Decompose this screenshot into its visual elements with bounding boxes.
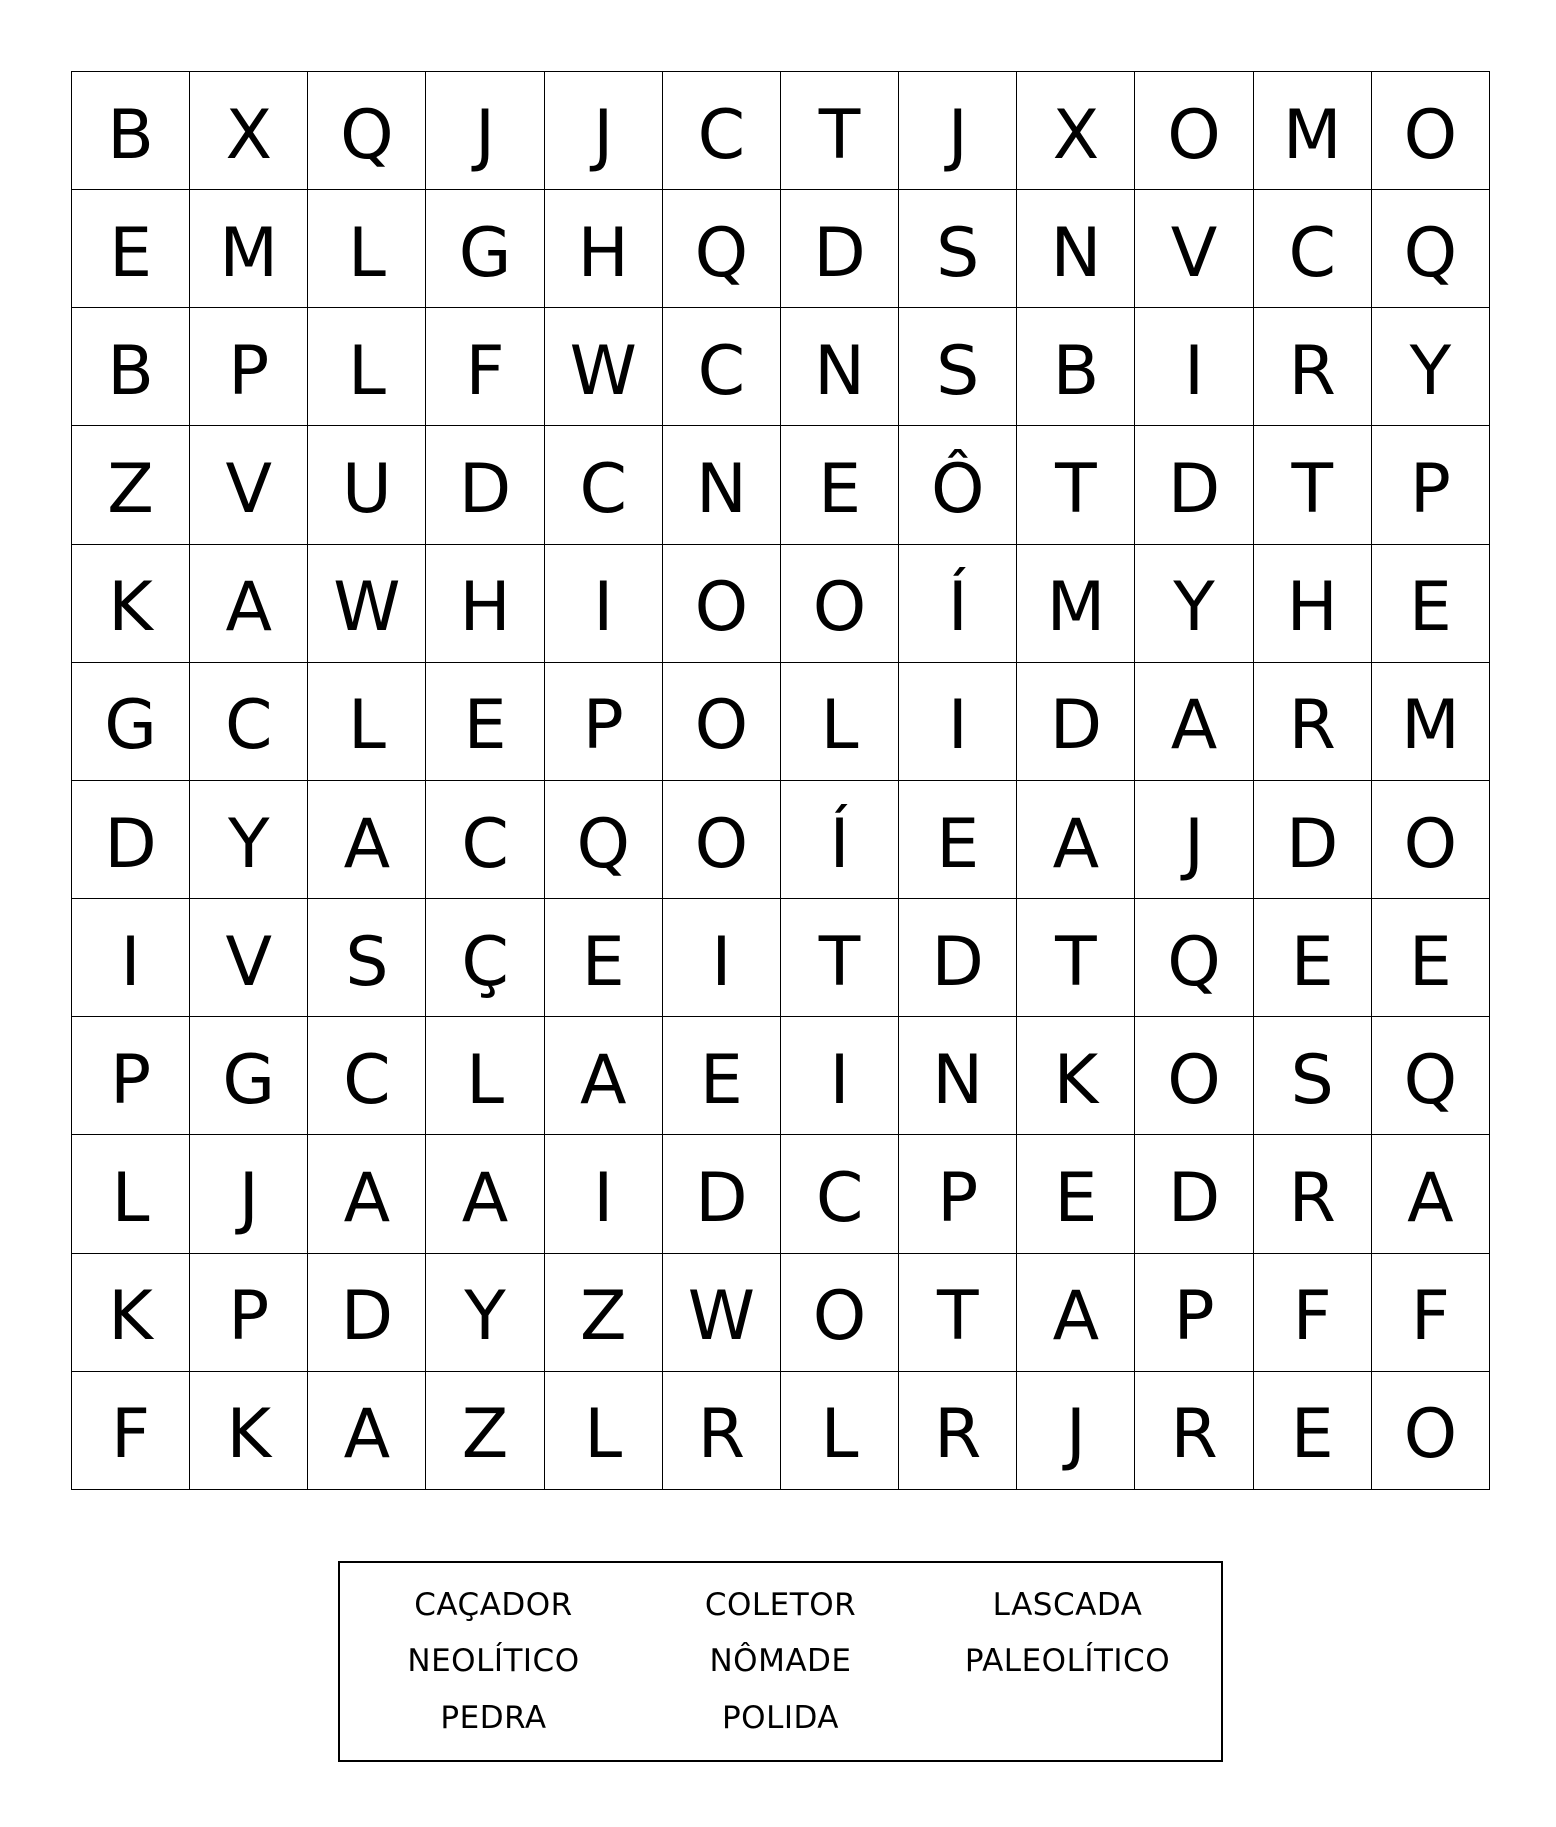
letter-grid (71, 71, 1490, 1490)
grid-cell[interactable]: A (1017, 781, 1135, 899)
grid-cell[interactable]: E (545, 899, 663, 1017)
grid-cell[interactable]: R (1254, 308, 1372, 426)
grid-cell[interactable]: S (308, 899, 426, 1017)
grid-cell[interactable]: F (1372, 1254, 1490, 1372)
grid-cell[interactable]: Y (1372, 308, 1490, 426)
grid-cell[interactable]: U (308, 426, 426, 544)
grid-cell[interactable]: D (781, 190, 899, 308)
grid-cell[interactable]: D (308, 1254, 426, 1372)
grid-cell[interactable]: D (1017, 663, 1135, 781)
grid-cell[interactable]: L (426, 1017, 544, 1135)
grid-cell[interactable]: I (545, 545, 663, 663)
grid-cell[interactable]: C (663, 308, 781, 426)
grid-cell[interactable]: T (1017, 899, 1135, 1017)
grid-cell[interactable]: P (190, 1254, 308, 1372)
grid-cell[interactable]: E (663, 1017, 781, 1135)
grid-cell[interactable]: D (1135, 426, 1253, 544)
grid-cell[interactable]: T (781, 899, 899, 1017)
grid-cell[interactable]: P (72, 1017, 190, 1135)
grid-cell[interactable]: D (899, 899, 1017, 1017)
grid-cell[interactable]: T (899, 1254, 1017, 1372)
grid-cell[interactable]: V (190, 899, 308, 1017)
grid-cell[interactable]: N (781, 308, 899, 426)
grid-cell[interactable]: F (426, 308, 544, 426)
grid-cell[interactable]: K (72, 545, 190, 663)
grid-cell[interactable]: P (190, 308, 308, 426)
grid-cell[interactable]: A (545, 1017, 663, 1135)
grid-cell[interactable]: Q (1372, 1017, 1490, 1135)
grid-cell[interactable]: L (72, 1135, 190, 1253)
grid-cell[interactable]: L (781, 1372, 899, 1490)
grid-cell[interactable]: Ç (426, 899, 544, 1017)
grid-cell[interactable]: K (72, 1254, 190, 1372)
grid-cell[interactable]: G (72, 663, 190, 781)
grid-cell[interactable]: C (1254, 190, 1372, 308)
grid-cell[interactable]: I (1135, 308, 1253, 426)
grid-cell[interactable]: K (1017, 1017, 1135, 1135)
grid-cell[interactable]: Z (426, 1372, 544, 1490)
grid-cell[interactable]: O (1135, 72, 1253, 190)
grid-cell[interactable]: Y (1135, 545, 1253, 663)
word-list-item: PALEOLÍTICO (964, 1643, 1171, 1680)
grid-cell[interactable]: M (1017, 545, 1135, 663)
grid-cell[interactable]: B (72, 72, 190, 190)
grid-cell[interactable]: R (663, 1372, 781, 1490)
grid-cell[interactable]: W (663, 1254, 781, 1372)
grid-cell[interactable]: J (426, 72, 544, 190)
grid-cell[interactable]: Q (308, 72, 426, 190)
grid-cell[interactable]: G (426, 190, 544, 308)
grid-cell[interactable]: B (1017, 308, 1135, 426)
grid-cell[interactable]: J (899, 72, 1017, 190)
grid-cell[interactable]: D (72, 781, 190, 899)
grid-cell[interactable]: D (426, 426, 544, 544)
grid-cell[interactable]: I (545, 1135, 663, 1253)
word-list-item (924, 1690, 1211, 1746)
grid-cell[interactable]: Q (1135, 899, 1253, 1017)
grid-cell[interactable]: L (308, 308, 426, 426)
word-list (338, 1561, 1223, 1762)
grid-cell[interactable]: O (663, 663, 781, 781)
grid-cell[interactable]: L (781, 663, 899, 781)
grid-cell[interactable]: O (663, 545, 781, 663)
grid-cell[interactable]: H (1254, 545, 1372, 663)
grid-cell[interactable]: N (899, 1017, 1017, 1135)
grid-cell[interactable]: E (72, 190, 190, 308)
grid-cell[interactable]: L (308, 663, 426, 781)
grid-cell[interactable]: Í (899, 545, 1017, 663)
grid-cell[interactable]: O (663, 781, 781, 899)
grid-cell[interactable]: S (1254, 1017, 1372, 1135)
grid-cell[interactable]: O (1135, 1017, 1253, 1135)
grid-cell[interactable]: Z (545, 1254, 663, 1372)
word-list-item: LASCADA (992, 1587, 1143, 1624)
grid-cell[interactable]: Q (663, 190, 781, 308)
grid-cell[interactable]: A (190, 545, 308, 663)
grid-cell[interactable]: L (545, 1372, 663, 1490)
grid-cell[interactable]: W (545, 308, 663, 426)
grid-cell[interactable]: N (1017, 190, 1135, 308)
grid-cell[interactable]: E (1372, 545, 1490, 663)
grid-cell[interactable]: S (899, 190, 1017, 308)
grid-cell[interactable]: J (190, 1135, 308, 1253)
grid-cell[interactable]: E (1254, 899, 1372, 1017)
grid-cell[interactable]: O (1372, 781, 1490, 899)
grid-cell[interactable]: O (1372, 1372, 1490, 1490)
grid-cell[interactable]: C (190, 663, 308, 781)
grid-cell[interactable]: A (1135, 663, 1253, 781)
grid-cell[interactable]: D (663, 1135, 781, 1253)
grid-cell[interactable]: Q (1372, 190, 1490, 308)
grid-cell[interactable]: J (545, 72, 663, 190)
grid-cell[interactable]: E (1372, 899, 1490, 1017)
grid-cell[interactable]: O (781, 545, 899, 663)
grid-cell[interactable]: V (190, 426, 308, 544)
grid-cell[interactable]: Y (190, 781, 308, 899)
grid-cell[interactable]: T (1254, 426, 1372, 544)
grid-cell[interactable]: C (545, 426, 663, 544)
grid-cell[interactable]: F (72, 1372, 190, 1490)
grid-cell[interactable]: P (899, 1135, 1017, 1253)
grid-cell[interactable]: J (1017, 1372, 1135, 1490)
grid-cell[interactable]: P (1135, 1254, 1253, 1372)
grid-cell[interactable]: I (663, 899, 781, 1017)
grid-cell[interactable]: K (190, 1372, 308, 1490)
grid-cell[interactable]: I (899, 663, 1017, 781)
word-list-item: NEOLÍTICO (407, 1643, 580, 1680)
grid-cell[interactable]: R (1254, 663, 1372, 781)
grid-cell[interactable]: R (1254, 1135, 1372, 1253)
grid-cell[interactable]: N (663, 426, 781, 544)
grid-cell[interactable]: I (781, 1017, 899, 1135)
word-list-item: PEDRA (440, 1699, 547, 1736)
grid-cell[interactable]: A (426, 1135, 544, 1253)
grid-cell[interactable]: A (1017, 1254, 1135, 1372)
grid-cell[interactable]: W (308, 545, 426, 663)
grid-cell[interactable]: L (308, 190, 426, 308)
grid-cell[interactable]: Q (545, 781, 663, 899)
word-list-item: CAÇADOR (414, 1587, 573, 1624)
grid-cell[interactable]: S (899, 308, 1017, 426)
grid-cell[interactable]: E (1254, 1372, 1372, 1490)
grid-cell[interactable]: X (1017, 72, 1135, 190)
grid-cell[interactable]: A (308, 1372, 426, 1490)
grid-cell[interactable]: D (1135, 1135, 1253, 1253)
grid-cell[interactable]: V (1135, 190, 1253, 308)
grid-cell[interactable]: Z (72, 426, 190, 544)
grid-cell[interactable]: A (308, 781, 426, 899)
grid-cell[interactable]: H (545, 190, 663, 308)
word-list-item: COLETOR (704, 1587, 857, 1624)
grid-cell[interactable]: D (1254, 781, 1372, 899)
grid-cell[interactable]: O (781, 1254, 899, 1372)
grid-cell[interactable]: E (1017, 1135, 1135, 1253)
grid-cell[interactable]: O (1372, 72, 1490, 190)
word-list-item: POLIDA (721, 1699, 840, 1736)
grid-cell[interactable]: T (781, 72, 899, 190)
grid-cell[interactable]: P (1372, 426, 1490, 544)
grid-cell[interactable]: I (72, 899, 190, 1017)
grid-cell[interactable]: T (1017, 426, 1135, 544)
grid-cell[interactable]: Ô (899, 426, 1017, 544)
grid-cell[interactable]: X (190, 72, 308, 190)
grid-cell[interactable]: C (308, 1017, 426, 1135)
word-list-item: NÔMADE (709, 1643, 852, 1680)
grid-cell[interactable]: B (72, 308, 190, 426)
grid-cell[interactable]: C (781, 1135, 899, 1253)
grid-cell[interactable]: E (781, 426, 899, 544)
grid-cell[interactable]: P (545, 663, 663, 781)
grid-cell[interactable]: M (1254, 72, 1372, 190)
grid-cell[interactable]: A (1372, 1135, 1490, 1253)
grid-cell[interactable]: M (190, 190, 308, 308)
grid-cell[interactable]: G (190, 1017, 308, 1135)
grid-cell[interactable]: C (663, 72, 781, 190)
grid-cell[interactable]: R (899, 1372, 1017, 1490)
grid-cell[interactable]: E (899, 781, 1017, 899)
grid-cell[interactable]: E (426, 663, 544, 781)
grid-cell[interactable]: M (1372, 663, 1490, 781)
grid-cell[interactable]: J (1135, 781, 1253, 899)
grid-cell[interactable]: A (308, 1135, 426, 1253)
grid-cell[interactable]: R (1135, 1372, 1253, 1490)
grid-cell[interactable]: C (426, 781, 544, 899)
grid-cell[interactable]: Í (781, 781, 899, 899)
grid-cell[interactable]: Y (426, 1254, 544, 1372)
grid-cell[interactable]: F (1254, 1254, 1372, 1372)
grid-cell[interactable]: H (426, 545, 544, 663)
